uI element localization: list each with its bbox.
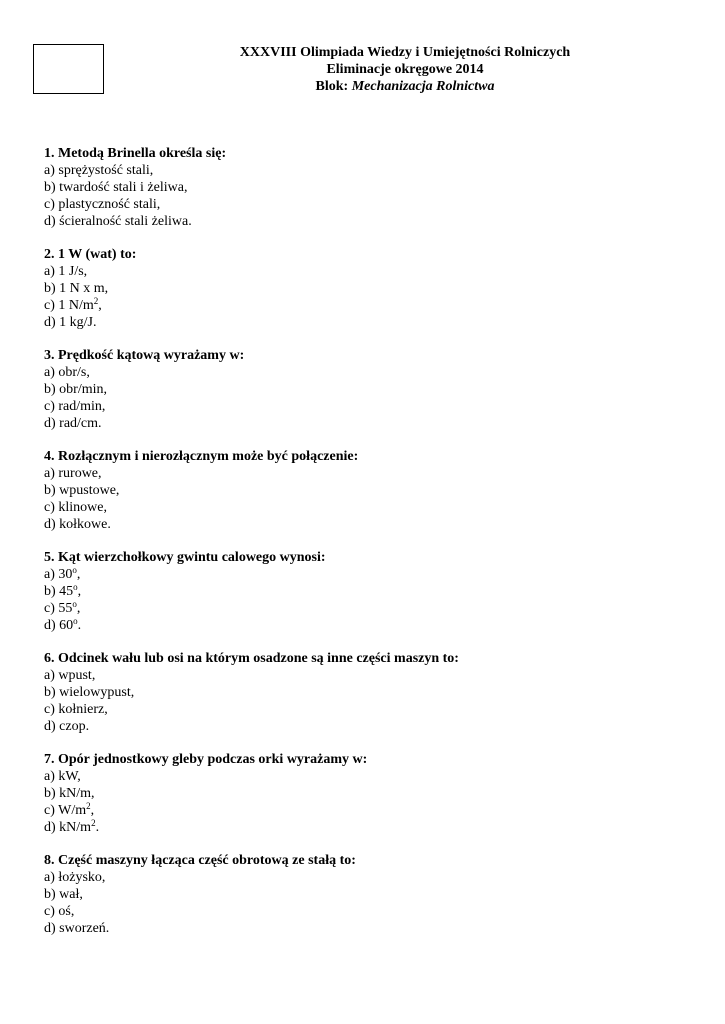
olympiad-title: XXXVIII Olimpiada Wiedzy i Umiejętności Rolniczych: [239, 45, 571, 60]
question-8: [44, 852, 684, 937]
answer-option: a) sprężystość stali,: [44, 163, 154, 178]
document-header: [110, 44, 700, 95]
answer-option: c) klinowe,: [44, 500, 107, 515]
answer-option: d) 60$^o$.: [44, 616, 82, 633]
answer-option: c) 1 $N/m^2$,: [44, 296, 102, 313]
question-title: 2. 1 W (wat) to:: [44, 247, 137, 262]
question-title: 1. Metodą Brinella określa się:: [44, 146, 227, 161]
question-3: [44, 347, 684, 432]
answer-option: a) kW,: [44, 769, 81, 784]
block-title: Blok: Mechanizacja Rolnictwa: [315, 79, 495, 94]
answer-option: d) kołkowe.: [44, 517, 111, 532]
answer-option: d) $kN/m^2$.: [44, 818, 100, 835]
answer-option: b) wielowypust,: [44, 685, 135, 700]
answer-option: c) kołnierz,: [44, 702, 108, 717]
answer-option: d) ścieralność stali żeliwa.: [44, 214, 192, 229]
answer-option: b) wał,: [44, 887, 83, 902]
answer-option: b) wpustowe,: [44, 483, 120, 498]
answer-option: a) wpust,: [44, 668, 96, 683]
answer-option: b) 45$^o$,: [44, 582, 82, 599]
answer-option: d) rad/cm.: [44, 416, 102, 431]
question-title: 7. Opór jednostkowy gleby podczas orki wyrażamy w:: [44, 752, 368, 767]
question-title: 6. Odcinek wału lub osi na którym osadzone są inne części maszyn to:: [44, 651, 459, 666]
answer-option: c) $W/m^2$,: [44, 801, 95, 818]
round-title: Eliminacje okręgowe 2014: [326, 62, 484, 77]
questions-list: [44, 145, 684, 953]
answer-option: a) rurowe,: [44, 466, 102, 481]
answer-option: d) sworzeń.: [44, 921, 110, 936]
question-1: [44, 145, 684, 230]
answer-option: c) 55$^o$,: [44, 599, 81, 616]
question-4: [44, 448, 684, 533]
question-title: 5. Kąt wierzchołkowy gwintu calowego wynosi:: [44, 550, 326, 565]
answer-option: a) łożysko,: [44, 870, 106, 885]
answer-option: d) czop.: [44, 719, 90, 734]
answer-option: b) 1 N x m,: [44, 281, 109, 296]
answer-option: b) obr/min,: [44, 382, 107, 397]
question-title: 3. Prędkość kątową wyrażamy w:: [44, 348, 245, 363]
question-2: [44, 246, 684, 331]
question-7: [44, 751, 684, 836]
answer-option: c) plastyczność stali,: [44, 197, 161, 212]
answer-option: c) rad/min,: [44, 399, 106, 414]
answer-option: b) kN/m,: [44, 786, 95, 801]
answer-option: a) 30$^o$,: [44, 565, 81, 582]
question-6: [44, 650, 684, 735]
question-title: 4. Rozłącznym i nierozłącznym może być połączenie:: [44, 449, 359, 464]
code-box: [33, 44, 104, 94]
answer-option: a) obr/s,: [44, 365, 90, 380]
answer-option: c) oś,: [44, 904, 75, 919]
question-5: [44, 549, 684, 634]
question-title: 8. Część maszyny łącząca część obrotową ze stałą to:: [44, 853, 356, 868]
answer-option: b) twardość stali i żeliwa,: [44, 180, 188, 195]
answer-option: d) 1 kg/J.: [44, 315, 97, 330]
answer-option: a) 1 J/s,: [44, 264, 88, 279]
